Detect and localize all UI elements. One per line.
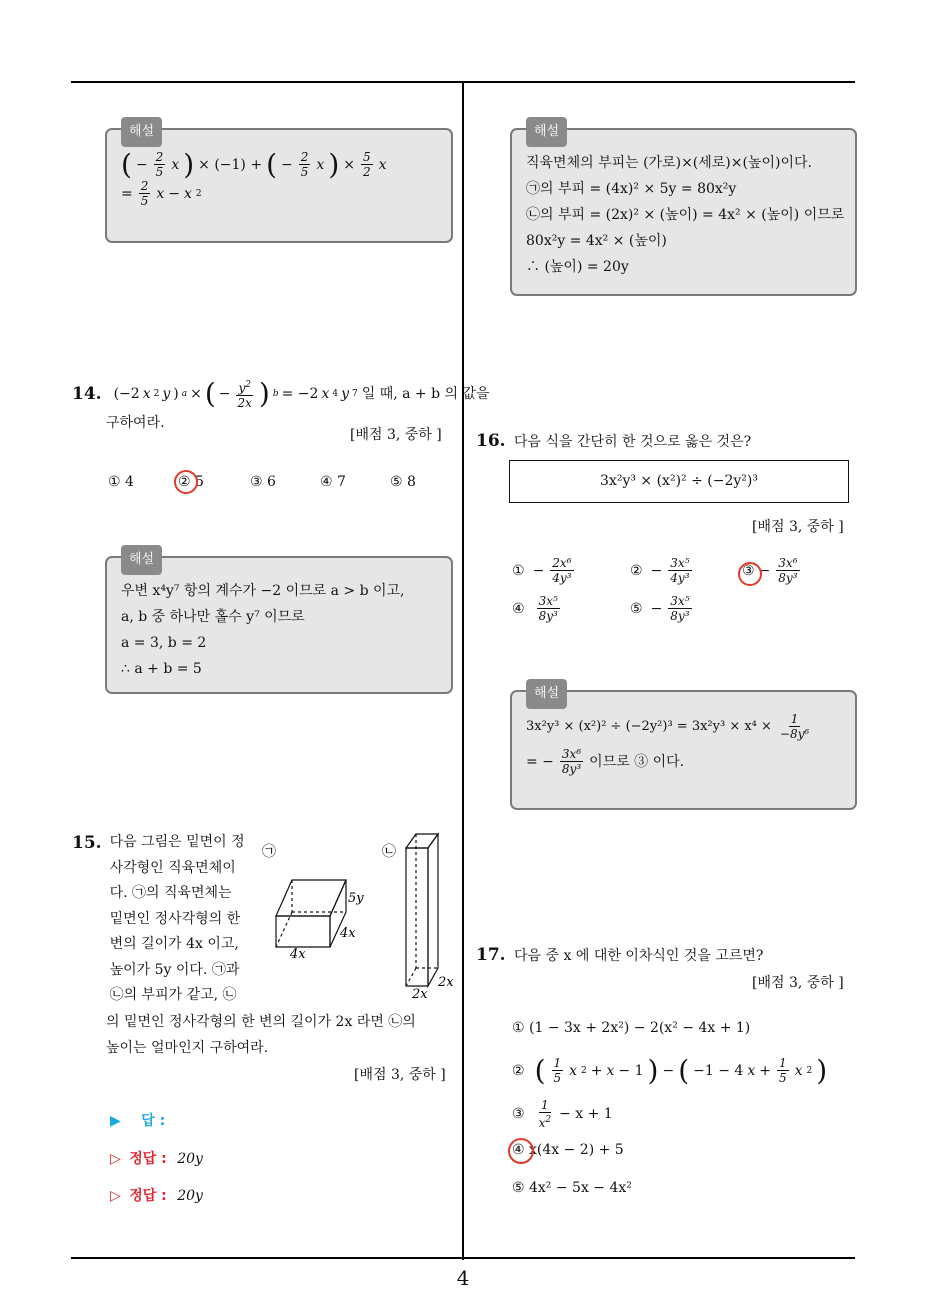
choice-number: ② bbox=[630, 562, 643, 579]
answer-label: 답 : bbox=[141, 1113, 166, 1129]
choice-sign: − bbox=[758, 562, 771, 579]
figure-label-a: ㉠ bbox=[262, 844, 276, 860]
explanation-expression: = − bbox=[526, 753, 554, 770]
question-number: 14. bbox=[72, 384, 102, 404]
explanation-tag: 해설 bbox=[121, 545, 162, 575]
fraction-numerator: 3x⁵ bbox=[670, 556, 690, 570]
explanation-tag: 해설 bbox=[526, 679, 567, 709]
explanation-box-q16 bbox=[510, 686, 857, 810]
choice-number: ④ bbox=[512, 600, 525, 617]
choice-1[interactable] bbox=[512, 556, 576, 585]
fraction-numerator: 3x⁶ bbox=[561, 747, 582, 761]
explanation-text: 이므로 ③ 이다. bbox=[589, 753, 685, 770]
question-text: 일 때, a + b 의 값을 bbox=[361, 386, 490, 402]
selected-answer-mark bbox=[174, 470, 198, 494]
choice-3[interactable]: ③ 6 bbox=[250, 474, 276, 490]
figure-a-width: 4x bbox=[290, 947, 306, 962]
outline-triangle-icon: ▷ bbox=[110, 1151, 121, 1167]
explanation-line: ∴ (높이) = 20y bbox=[526, 259, 629, 275]
choice-sign: − bbox=[650, 600, 663, 617]
score-label: [배점 3, 중하 ] bbox=[752, 975, 844, 991]
explanation-line bbox=[526, 712, 841, 741]
explanation-line: = $\frac{2}{5}$ x − x 2 bbox=[121, 179, 202, 208]
fraction-numerator: 1 bbox=[790, 712, 799, 726]
choice-1[interactable]: ① (1 − 3x + 2x²) − 2(x² − 4x + 1) bbox=[512, 1020, 751, 1036]
question-text: 밑면인 정사각형의 한 bbox=[109, 910, 241, 927]
explanation-expression: 3x²y³ × (x²)² ÷ (−2y²)³ = 3x²y³ × x⁴ × bbox=[526, 718, 772, 734]
correct-answer-label: 정답 : bbox=[129, 1151, 167, 1167]
choice-4[interactable]: ④ 7 bbox=[320, 474, 346, 490]
correct-answer-label: 정답 : bbox=[129, 1188, 167, 1204]
correct-answer-value: 20y bbox=[177, 1188, 203, 1204]
figure-b-depth: 2x bbox=[438, 975, 454, 990]
explanation-line: ∴ a + b = 5 bbox=[121, 661, 202, 677]
explanation-line: a = 3, b = 2 bbox=[121, 635, 207, 651]
figure-label-b: ㉡ bbox=[382, 844, 396, 860]
explanation-line: ( − $\frac{2}{5}$ x ) × (−1) + ( − $\frac{2}{5}$ x ) × $\frac{5}{2}$ x bbox=[121, 147, 387, 181]
fraction-denominator: 8y³ bbox=[670, 609, 690, 623]
explanation-line: 80x²y = 4x² × (높이) bbox=[526, 233, 667, 249]
answer-row[interactable] bbox=[110, 1110, 165, 1130]
explanation-line: ㉠의 부피 = (4x)² × 5y = 80x²y bbox=[526, 181, 737, 197]
correct-answer-value: 20y bbox=[177, 1151, 203, 1167]
question-text: 높이가 5y 이다. ㉠과 bbox=[109, 961, 240, 978]
correct-answer-row bbox=[110, 1185, 203, 1205]
choice-number: ① bbox=[512, 562, 525, 579]
figure-a-height: 5y bbox=[348, 891, 364, 906]
page-number: 4 bbox=[456, 1266, 470, 1290]
column-divider bbox=[462, 82, 464, 1260]
choice-sign: − bbox=[532, 562, 545, 579]
choice-5[interactable] bbox=[630, 594, 694, 623]
explanation-line: 직육면체의 부피는 (가로)×(세로)×(높이)이다. bbox=[526, 155, 812, 171]
question-number: 16. bbox=[476, 431, 506, 451]
choice-number: ③ bbox=[742, 562, 755, 579]
question-text: 다음 중 x 에 대한 이차식인 것을 고르면? bbox=[514, 948, 764, 964]
choice-4[interactable]: ④ x(4x − 2) + 5 bbox=[512, 1142, 624, 1158]
fraction-numerator: 3x⁶ bbox=[778, 556, 798, 570]
figure-b-width: 2x bbox=[412, 987, 428, 1002]
explanation-line: ㉡의 부피 = (2x)² × (높이) = 4x² × (높이) 이므로 bbox=[526, 207, 845, 223]
correct-answer-row bbox=[110, 1148, 203, 1168]
explanation-box-q15 bbox=[510, 124, 857, 296]
fraction-numerator: 2x⁶ bbox=[552, 556, 572, 570]
expression: 3x²y³ × (x²)² ÷ (−2y²)³ bbox=[600, 473, 758, 489]
question-text-block bbox=[110, 830, 260, 1009]
fraction-denominator: 4y³ bbox=[552, 571, 572, 585]
explanation-line: 우변 x⁴y⁷ 항의 계수가 −2 이므로 a > b 이고, bbox=[121, 583, 405, 599]
choice-2[interactable]: ② ( $\frac{1}{5}$ x 2 + x − 1 ) − ( −1 − 4 x + $\frac{1}{5}$ x 2 ) bbox=[512, 1053, 828, 1087]
fraction-denominator: 4y³ bbox=[670, 571, 690, 585]
score-label: [배점 3, 중하 ] bbox=[350, 427, 442, 443]
selected-answer-mark bbox=[738, 562, 762, 586]
figure-a-depth: 4x bbox=[340, 926, 356, 941]
choice-2[interactable]: ② 5 bbox=[178, 474, 204, 490]
choice-5[interactable]: ⑤ 8 bbox=[390, 474, 416, 490]
question-text: 높이는 얼마인지 구하여라. bbox=[106, 1039, 269, 1056]
choice-1[interactable]: ① 4 bbox=[108, 474, 134, 490]
question-expression: (−2 x 2 y ) a × ( − $\frac{y^2}{2x}$ ) b = −2 x 4 y 7 bbox=[113, 377, 358, 410]
fraction-denominator: 8y³ bbox=[778, 571, 798, 585]
choice-number: ③ bbox=[512, 1106, 525, 1122]
fraction-denominator: −8y⁶ bbox=[779, 727, 810, 741]
cuboid-figure bbox=[256, 830, 462, 1002]
question-text: 다음 그림은 밑면이 정 bbox=[109, 834, 245, 850]
outline-triangle-icon: ▷ bbox=[110, 1188, 121, 1204]
fraction-numerator: 3x⁵ bbox=[670, 594, 690, 608]
play-triangle-icon: ▶ bbox=[110, 1113, 121, 1129]
question-text: 다음 식을 간단히 한 것으로 옳은 것은? bbox=[514, 434, 752, 450]
expression-box bbox=[509, 460, 849, 503]
score-label: [배점 3, 중하 ] bbox=[752, 519, 844, 535]
choice-3[interactable]: ③ $\frac{1}{x^2}$ − x + 1 bbox=[512, 1098, 613, 1130]
explanation-box-q13 bbox=[105, 124, 453, 243]
explanation-box-q14 bbox=[105, 552, 453, 694]
question-text: 다. ㉠의 직육면체는 bbox=[109, 885, 232, 901]
question-text: 변의 길이가 4x 이고, bbox=[109, 936, 239, 952]
explanation-line: a, b 중 하나만 홀수 y⁷ 이므로 bbox=[121, 609, 305, 625]
question-text: 의 밑면인 정사각형의 한 변의 길이가 2x 라면 ㉡의 bbox=[106, 1013, 416, 1030]
fraction-denominator: 8y³ bbox=[538, 609, 558, 623]
fraction-numerator: 3x⁵ bbox=[538, 594, 558, 608]
question-16 bbox=[476, 428, 751, 455]
question-text: ㉡의 부피가 같고, ㉡ bbox=[109, 987, 237, 1003]
choice-5[interactable]: ⑤ 4x² − 5x − 4x² bbox=[512, 1180, 632, 1196]
score-label: [배점 3, 중하 ] bbox=[354, 1067, 446, 1083]
choice-4[interactable] bbox=[512, 594, 562, 623]
explanation-tag: 해설 bbox=[121, 117, 162, 147]
choice-expression: − x + 1 bbox=[559, 1106, 613, 1122]
question-text: 구하여라. bbox=[106, 415, 165, 431]
question-text: 사각형인 직육면체이 bbox=[109, 859, 236, 876]
explanation-line bbox=[526, 747, 841, 776]
choice-2[interactable] bbox=[630, 556, 694, 585]
choice-number: ⑤ bbox=[630, 600, 643, 617]
fraction-denominator: 8y³ bbox=[561, 762, 582, 776]
question-number: 15. bbox=[72, 833, 102, 853]
choice-sign: − bbox=[650, 562, 663, 579]
explanation-tag: 해설 bbox=[526, 117, 567, 147]
question-17 bbox=[476, 942, 763, 969]
question-number: 17. bbox=[476, 945, 506, 965]
selected-answer-mark bbox=[508, 1138, 534, 1164]
choice-number: ② bbox=[512, 1062, 525, 1079]
